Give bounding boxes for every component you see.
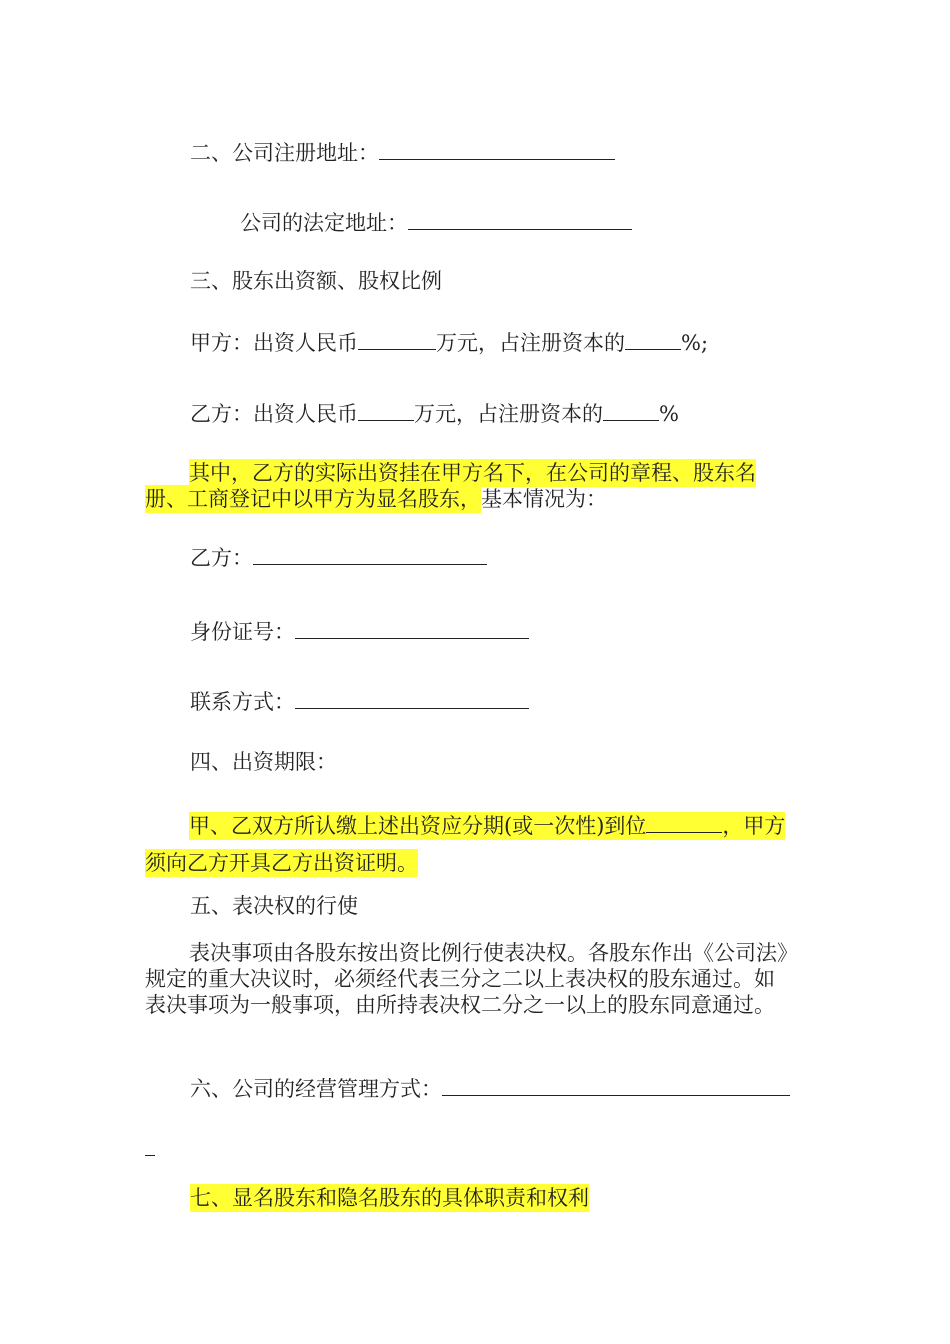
management-blank-tail [145, 1137, 155, 1156]
party-a-amount-blank [358, 331, 436, 350]
registered-address-blank [379, 141, 615, 160]
contribution-deadline-paragraph [145, 808, 795, 882]
legal-address-blank [408, 211, 632, 230]
contact-line [190, 689, 529, 715]
party-a-contribution-line [190, 330, 708, 356]
voting-rights-paragraph: 表决事项由各股东按出资比例行使表决权。各股东作出《公司法》规定的重大决议时，必须经代表三分之二以上表决权的股东通过。如表决事项为一般事项，由所持表决权二分之一以上的股东同意通过。 [145, 941, 788, 1017]
party-b-amount-blank [358, 402, 414, 421]
party-b-percent-blank [603, 402, 659, 421]
party-a-percent-sign: %; [681, 331, 709, 355]
party-b-unit: 万元，占注册资本的 [414, 402, 603, 426]
party-b-name-blank [253, 546, 487, 565]
registered-address-line [190, 140, 615, 166]
deadline-blank [646, 814, 722, 833]
party-a-label: 甲方：出资人民币 [190, 331, 358, 355]
legal-address-label: 公司的法定地址： [240, 211, 408, 235]
contribution-deadline-highlight [145, 812, 785, 877]
nominee-note-rest: 基本情况为： [481, 487, 607, 511]
id-number-blank [295, 620, 529, 639]
party-b-contribution-line [190, 401, 679, 427]
management-blank-continuation [145, 1136, 155, 1162]
registered-address-label: 二、公司注册地址： [190, 141, 379, 165]
nominee-note-paragraph [145, 460, 795, 512]
party-b-label: 乙方：出资人民币 [190, 402, 358, 426]
party-b-percent-sign: % [659, 402, 679, 426]
party-a-unit: 万元，占注册资本的 [436, 331, 625, 355]
management-label: 六、公司的经营管理方式： [190, 1077, 442, 1101]
section3-heading: 三、股东出资额、股权比例 [190, 269, 442, 293]
section7-heading-line [190, 1185, 589, 1211]
party-a-percent-blank [625, 331, 681, 350]
nominee-note-highlight: 其中，乙方的实际出资挂在甲方名下，在公司的章程、股东名册、工商登记中以甲方为显名股东， [145, 461, 756, 511]
deadline-text-2: ，甲方须向乙方开具乙方出资证明。 [145, 814, 786, 875]
section7-heading: 七、显名股东和隐名股东的具体职责和权利 [190, 1186, 589, 1210]
id-number-line [190, 619, 529, 645]
management-line [190, 1076, 790, 1102]
legal-address-line [240, 210, 632, 236]
deadline-text-1: 甲、乙双方所认缴上述出资应分期(或一次性)到位 [189, 814, 647, 838]
party-b-name-line [190, 545, 487, 571]
contact-blank [295, 690, 529, 709]
section5-heading: 五、表决权的行使 [190, 894, 358, 918]
id-number-label: 身份证号： [190, 620, 295, 644]
contact-label: 联系方式： [190, 690, 295, 714]
management-blank [442, 1077, 790, 1096]
party-b-name-label: 乙方： [190, 546, 253, 570]
section4-heading: 四、出资期限： [190, 750, 337, 774]
